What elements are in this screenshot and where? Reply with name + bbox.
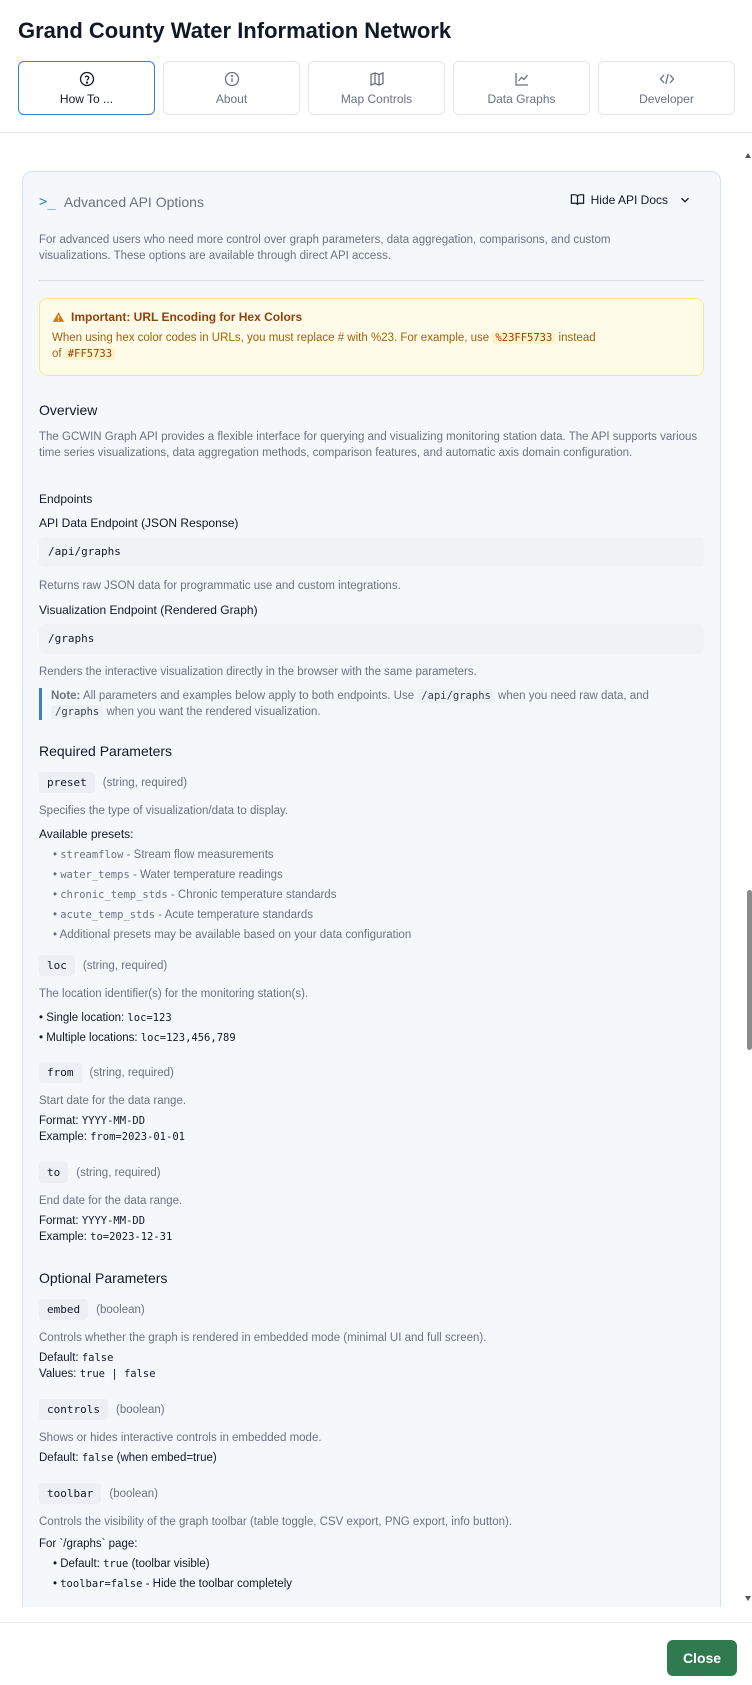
tab-label: Developer bbox=[639, 91, 694, 106]
param-name: to bbox=[39, 1162, 68, 1183]
endpoints-note bbox=[39, 688, 704, 720]
code-icon bbox=[659, 71, 675, 87]
code: true bbox=[103, 1558, 129, 1570]
param-name: from bbox=[39, 1062, 82, 1083]
param-name: embed bbox=[39, 1299, 88, 1320]
param-type: (boolean) bbox=[96, 1303, 145, 1316]
param-desc: Controls whether the graph is rendered in embedded mode (minimal UI and full screen). bbox=[39, 1332, 487, 1344]
list-item: • Additional presets may be available based on your data configuration bbox=[53, 929, 412, 941]
chevron-down-icon bbox=[678, 193, 692, 207]
code: false bbox=[81, 1352, 114, 1364]
tab-label: Data Graphs bbox=[487, 91, 556, 106]
suffix: (when embed=true) bbox=[116, 1452, 217, 1464]
tab-map-controls[interactable] bbox=[308, 61, 445, 115]
param-preset bbox=[39, 772, 187, 793]
list-item: • streamflow - Stream flow measurements bbox=[53, 849, 274, 861]
tab-about[interactable] bbox=[163, 61, 300, 115]
available-presets-label: Available presets: bbox=[39, 827, 134, 841]
label: Default: bbox=[39, 1352, 79, 1364]
embed-default bbox=[39, 1350, 113, 1366]
overview-heading: Overview bbox=[39, 402, 98, 418]
label: Default: bbox=[60, 1558, 100, 1570]
param-desc: Start date for the data range. bbox=[39, 1095, 187, 1107]
list-text: - Chronic temperature standards bbox=[170, 889, 337, 901]
code: YYYY-MM-DD bbox=[81, 1215, 146, 1227]
list-item: • chronic_temp_stds - Chronic temperature standards bbox=[53, 889, 337, 901]
data-endpoint-desc: Returns raw JSON data for programmatic use and custom integrations. bbox=[39, 580, 401, 592]
tab-data-graphs[interactable] bbox=[453, 61, 590, 115]
warning-text: instead bbox=[558, 332, 596, 344]
note-label: Note: bbox=[51, 690, 81, 702]
suffix: (toolbar visible) bbox=[131, 1558, 210, 1570]
list-text: Additional presets may be available based on your data configuration bbox=[59, 929, 412, 941]
embed-values bbox=[39, 1366, 156, 1382]
loc-multi bbox=[39, 1030, 236, 1046]
data-endpoint-path: /api/graphs bbox=[39, 537, 704, 567]
vis-endpoint-desc: Renders the interactive visualization directly in the browser with the same parameters. bbox=[39, 666, 477, 678]
param-desc: The location identifier(s) for the monitoring station(s). bbox=[39, 988, 309, 1000]
endpoints-heading: Endpoints bbox=[39, 492, 93, 506]
list-code: acute_temp_stds bbox=[60, 909, 156, 921]
code: to=2023-12-31 bbox=[90, 1231, 173, 1243]
param-loc bbox=[39, 955, 167, 976]
code: true | false bbox=[79, 1368, 156, 1380]
label: Values: bbox=[39, 1368, 77, 1380]
info-icon bbox=[224, 71, 240, 87]
param-name: preset bbox=[39, 772, 95, 793]
param-controls bbox=[39, 1399, 165, 1420]
to-example bbox=[39, 1229, 172, 1245]
param-desc: Controls the visibility of the graph toolbar (table toggle, CSV export, PNG export, info button). bbox=[39, 1516, 513, 1528]
scrollbar-thumb[interactable] bbox=[747, 890, 752, 1050]
vis-endpoint-title: Visualization Endpoint (Rendered Graph) bbox=[39, 603, 258, 617]
warning-title: Important: URL Encoding for Hex Colors bbox=[71, 310, 303, 324]
label: • Multiple locations: bbox=[39, 1032, 138, 1044]
note-text: when you need raw data, and bbox=[498, 690, 649, 702]
map-icon bbox=[369, 71, 385, 87]
list-code: water_temps bbox=[60, 869, 130, 881]
loc-single bbox=[39, 1010, 172, 1026]
terminal-icon: >_ bbox=[39, 194, 56, 210]
param-type: (boolean) bbox=[109, 1487, 158, 1500]
note-code: /api/graphs bbox=[417, 689, 495, 703]
tab-label: How To ... bbox=[59, 91, 114, 106]
param-from bbox=[39, 1062, 174, 1083]
list-code: streamflow bbox=[60, 849, 124, 861]
book-open-icon bbox=[570, 192, 585, 207]
param-name: loc bbox=[39, 955, 75, 976]
advanced-api-title: Advanced API Options bbox=[63, 194, 204, 210]
warning-body bbox=[52, 330, 642, 362]
list-item: • water_temps - Water temperature readings bbox=[53, 869, 283, 881]
required-params-heading: Required Parameters bbox=[39, 743, 173, 759]
code: loc=123,456,789 bbox=[140, 1032, 236, 1044]
advanced-api-header[interactable] bbox=[39, 194, 204, 210]
list-text: - Acute temperature standards bbox=[158, 909, 313, 921]
vis-endpoint-path: /graphs bbox=[39, 624, 704, 654]
label: Format: bbox=[39, 1215, 79, 1227]
content-scroll-area[interactable] bbox=[0, 134, 752, 1607]
preset-list bbox=[53, 847, 411, 943]
param-name: controls bbox=[39, 1399, 108, 1420]
data-endpoint-title: API Data Endpoint (JSON Response) bbox=[39, 516, 239, 530]
tab-bar bbox=[18, 61, 735, 115]
param-desc: Shows or hides interactive controls in embedded mode. bbox=[39, 1432, 322, 1444]
code: from=2023-01-01 bbox=[90, 1131, 185, 1143]
toolbar-for-label: For `/graphs` page: bbox=[39, 1538, 138, 1550]
code: toolbar=false bbox=[60, 1578, 143, 1590]
label: • Single location: bbox=[39, 1012, 125, 1024]
list-item: • toolbar=false - Hide the toolbar completely bbox=[53, 1578, 293, 1590]
close-button[interactable]: Close bbox=[667, 1640, 737, 1676]
list-text: - Water temperature readings bbox=[132, 869, 283, 881]
optional-params-heading: Optional Parameters bbox=[39, 1270, 168, 1286]
warning-text: of bbox=[52, 348, 62, 360]
advanced-api-intro: For advanced users who need more control over graph parameters, data aggregation, comparisons, and custom visualizations. These options are available through direct API access. bbox=[39, 234, 611, 262]
page-title: Grand County Water Information Network bbox=[18, 18, 452, 43]
warning-icon bbox=[52, 311, 65, 323]
line-chart-icon bbox=[514, 71, 530, 87]
list-text: - Stream flow measurements bbox=[126, 849, 274, 861]
tab-label: Map Controls bbox=[340, 91, 413, 106]
help-circle-icon bbox=[79, 71, 95, 87]
label: Example: bbox=[39, 1231, 87, 1243]
controls-default bbox=[39, 1450, 217, 1466]
dialog-header bbox=[0, 0, 752, 133]
note-text: All parameters and examples below apply to both endpoints. Use bbox=[82, 690, 415, 702]
hide-api-docs-button[interactable] bbox=[570, 192, 692, 207]
tab-developer[interactable] bbox=[598, 61, 735, 115]
param-type: (string, required) bbox=[76, 1166, 161, 1179]
scrollbar-up-arrow[interactable] bbox=[745, 153, 751, 158]
tab-label: About bbox=[215, 91, 248, 106]
list-code: chronic_temp_stds bbox=[60, 889, 168, 901]
param-type: (string, required) bbox=[102, 776, 188, 789]
warning-title-row bbox=[52, 310, 691, 324]
warning-code: %23FF5733 bbox=[492, 332, 555, 344]
dialog-footer bbox=[0, 1622, 752, 1685]
code: YYYY-MM-DD bbox=[81, 1115, 146, 1127]
note-code: /graphs bbox=[51, 705, 103, 719]
note-text: when you want the rendered visualization. bbox=[106, 706, 321, 718]
param-toolbar bbox=[39, 1483, 158, 1504]
code: false bbox=[81, 1452, 114, 1464]
to-format bbox=[39, 1213, 145, 1229]
param-to bbox=[39, 1162, 161, 1183]
list-item: • Default: true (toolbar visible) bbox=[53, 1558, 210, 1570]
param-desc: Specifies the type of visualization/data to display. bbox=[39, 805, 289, 817]
param-embed bbox=[39, 1299, 145, 1320]
text: - Hide the toolbar completely bbox=[145, 1578, 293, 1590]
from-format bbox=[39, 1113, 145, 1129]
param-name: toolbar bbox=[39, 1483, 101, 1504]
param-type: (string, required) bbox=[89, 1066, 174, 1079]
label: Example: bbox=[39, 1131, 87, 1143]
param-type: (string, required) bbox=[82, 959, 168, 972]
hide-api-docs-label: Hide API Docs bbox=[590, 192, 668, 207]
url-encoding-warning bbox=[39, 298, 704, 376]
param-type: (boolean) bbox=[115, 1403, 165, 1416]
code: loc=123 bbox=[127, 1012, 172, 1024]
from-example bbox=[39, 1129, 185, 1145]
param-desc: End date for the data range. bbox=[39, 1195, 183, 1207]
label: Format: bbox=[39, 1115, 79, 1127]
advanced-api-panel bbox=[22, 171, 721, 1607]
label: Default: bbox=[39, 1452, 79, 1464]
overview-text: The GCWIN Graph API provides a flexible interface for querying and visualizing monitoring station data. The API supports various time series visualizations, data aggregation methods, comparison features, and automatic axis domain configuration. bbox=[39, 431, 698, 459]
divider bbox=[39, 280, 704, 281]
warning-text: When using hex color codes in URLs, you must replace # with %23. For example, use bbox=[52, 332, 490, 344]
scrollbar-down-arrow[interactable] bbox=[745, 1596, 751, 1601]
warning-code: #FF5733 bbox=[65, 348, 115, 360]
tab-how-to[interactable] bbox=[18, 61, 155, 115]
list-item: • acute_temp_stds - Acute temperature standards bbox=[53, 909, 313, 921]
